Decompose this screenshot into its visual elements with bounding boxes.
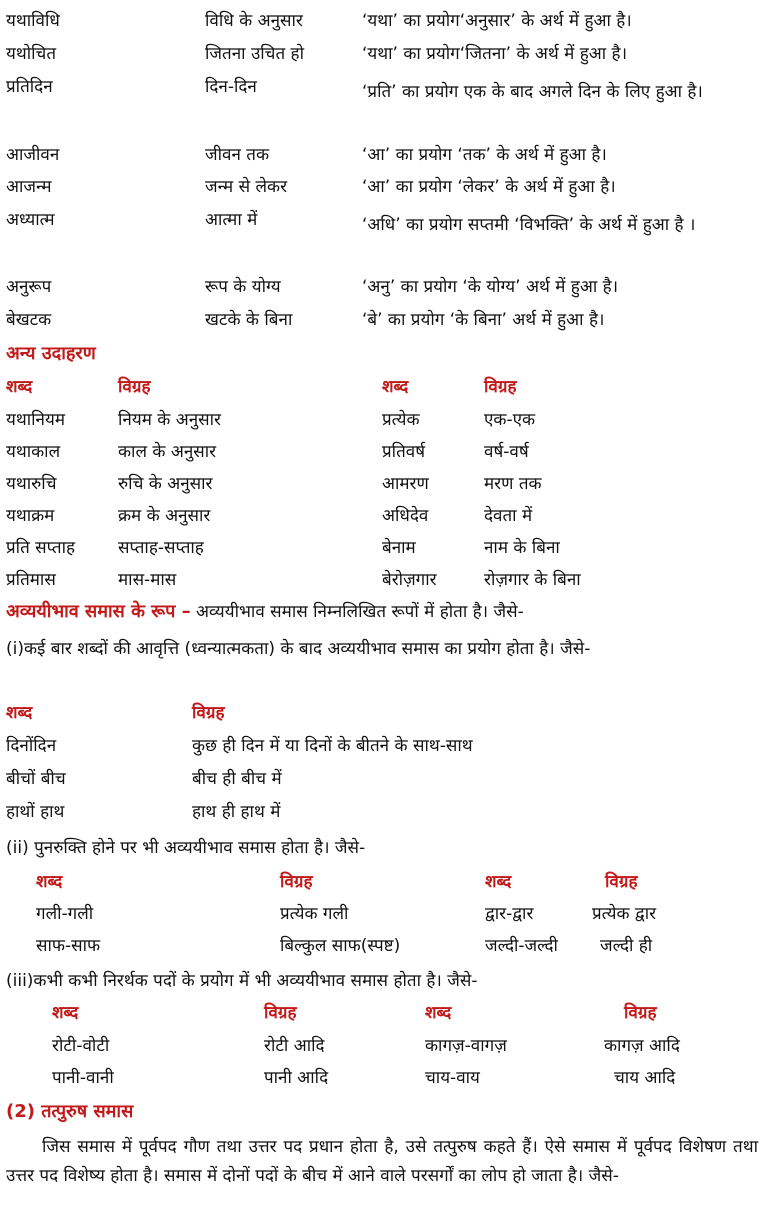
table-cell: वर्ष-वर्ष: [484, 442, 529, 462]
column-header-vigrah: विग्रह: [280, 872, 313, 892]
example-word: बेखटक: [6, 310, 52, 330]
table-cell: हाथ ही हाथ में: [192, 802, 281, 822]
column-header-vigrah: विग्रह: [118, 377, 151, 397]
table-cell: काल के अनुसार: [118, 442, 217, 462]
column-header-word: शब्द: [36, 872, 63, 892]
tatpurush-paragraph: जिस समास में पूर्वपद गौण तथा उत्तर पद प्रधान होता है, उसे तत्पुरुष कहते हैं। ऐसे समास में पूर्वपद विशेषण तथा उत्तर पद विशेष्य होता है। समास में दोनों पदों के बीच में आने वाले परसर्गों का लोप हो जाता है। जैसे-: [6, 1137, 758, 1186]
example-note: ‘यथा’ का प्रयोग‘जितना’ के अर्थ में हुआ है।: [362, 44, 628, 64]
table-cell: दिनोंदिन: [6, 736, 57, 756]
table-cell: प्रति सप्ताह: [6, 538, 76, 558]
table-cell: जल्दी-जल्दी: [485, 936, 558, 956]
table-cell: नाम के बिना: [484, 538, 560, 558]
table-cell: प्रत्येक गली: [280, 904, 349, 924]
section-title-forms: अव्ययीभाव समास के रूप –: [6, 601, 191, 622]
table-cell: चाय-वाय: [425, 1068, 480, 1088]
column-header-vigrah: विग्रह: [605, 872, 638, 892]
forms-heading-line: [6, 601, 524, 623]
example-vigrah: खटके के बिना: [205, 310, 293, 330]
example-word: आजीवन: [6, 145, 60, 165]
example-vigrah: दिन-दिन: [205, 77, 257, 97]
example-vigrah: जन्म से लेकर: [205, 177, 288, 197]
table-cell: नियम के अनुसार: [118, 410, 221, 430]
forms-point-2: (ii) पुनरुक्ति होने पर भी अव्ययीभाव समास होता है। जैसे-: [6, 838, 366, 858]
forms-intro: अव्ययीभाव समास निम्नलिखित रूपों में होता है। जैसे-: [196, 602, 524, 622]
example-note: ‘अधि’ का प्रयोग सप्तमी ‘विभक्ति’ के अर्थ में हुआ है ।: [362, 215, 696, 235]
column-header-word: शब्द: [6, 377, 33, 397]
table-cell: आमरण: [382, 474, 429, 494]
example-word: यथोचित: [6, 44, 57, 64]
table-cell: पानी-वानी: [52, 1068, 114, 1088]
column-header-vigrah: विग्रह: [624, 1003, 657, 1023]
example-word: अध्यात्म: [6, 210, 55, 230]
column-header-word: शब्द: [485, 872, 512, 892]
table-cell: बीचों बीच: [6, 769, 66, 789]
column-header-word: शब्द: [382, 377, 409, 397]
table-cell: साफ-साफ: [36, 936, 101, 956]
table-cell: द्वार-द्वार: [485, 904, 534, 924]
table-cell: सप्ताह-सप्ताह: [118, 538, 204, 558]
table-cell: रोज़गार के बिना: [484, 570, 581, 590]
example-vigrah: रूप के योग्य: [205, 277, 281, 297]
example-vigrah: जीवन तक: [205, 145, 270, 165]
table-cell: कुछ ही दिन में या दिनों के बीतने के साथ-साथ: [192, 736, 473, 756]
table-cell: अधिदेव: [382, 506, 429, 526]
column-header-word: शब्द: [6, 703, 33, 723]
table-cell: बीच ही बीच में: [192, 769, 282, 789]
table-cell: देवता में: [484, 506, 533, 526]
example-vigrah: जितना उचित हो: [205, 44, 304, 64]
example-note: ‘यथा’ का प्रयोग‘अनुसार’ के अर्थ में हुआ है।: [362, 11, 632, 31]
table-cell: रुचि के अनुसार: [118, 474, 213, 494]
table-cell: जल्दी ही: [600, 936, 653, 956]
table-cell: मास-मास: [118, 570, 177, 590]
example-note: ‘बे’ का प्रयोग ‘के बिना’ अर्थ में हुआ है।: [362, 310, 605, 330]
table-cell: एक-एक: [484, 410, 536, 430]
example-vigrah: विधि के अनुसार: [205, 11, 303, 31]
table-cell: चाय आदि: [614, 1068, 676, 1088]
example-note: ‘अनु’ का प्रयोग ‘के योग्य’ अर्थ में हुआ है।: [362, 277, 619, 297]
example-word: अनुरूप: [6, 277, 52, 297]
table-cell: कागज़-वागज़: [425, 1036, 507, 1056]
column-header-word: शब्द: [52, 1003, 79, 1023]
table-cell: गली-गली: [36, 904, 94, 924]
table-cell: प्रत्येक द्वार: [592, 904, 657, 924]
table-cell: कागज़ आदि: [604, 1036, 680, 1056]
table-cell: हाथों हाथ: [6, 802, 65, 822]
table-cell: प्रत्येक: [382, 410, 420, 430]
table-cell: क्रम के अनुसार: [118, 506, 211, 526]
table-cell: बिल्कुल साफ(स्पष्ट): [280, 936, 401, 956]
table-cell: यथाक्रम: [6, 506, 55, 526]
table-cell: रोटी-वोटी: [52, 1036, 110, 1056]
table-cell: पानी आदि: [264, 1068, 329, 1088]
table-cell: मरण तक: [484, 474, 542, 494]
example-vigrah: आत्मा में: [205, 210, 258, 230]
column-header-vigrah: विग्रह: [264, 1003, 297, 1023]
table-cell: बेरोज़गार: [382, 570, 437, 590]
table-cell: रोटी आदि: [264, 1036, 325, 1056]
column-header-word: शब्द: [425, 1003, 452, 1023]
example-word: आजन्म: [6, 177, 52, 197]
table-cell: प्रतिमास: [6, 570, 56, 590]
column-header-vigrah: विग्रह: [484, 377, 517, 397]
table-cell: यथानियम: [6, 410, 65, 430]
forms-point-1: (i)कई बार शब्दों की आवृत्ति (ध्वन्यात्मकता) के बाद अव्ययीभाव समास का प्रयोग होता है। जैसे-: [6, 639, 591, 659]
column-header-vigrah: विग्रह: [192, 703, 225, 723]
example-note: ‘आ’ का प्रयोग ‘लेकर’ के अर्थ में हुआ है।: [362, 177, 616, 197]
example-word: यथाविधि: [6, 11, 60, 31]
section-title-tatpurush: (2) तत्पुरुष समास: [6, 1101, 134, 1122]
example-word: प्रतिदिन: [6, 77, 53, 97]
table-cell: बेनाम: [382, 538, 416, 558]
example-note: ‘प्रति’ का प्रयोग एक के बाद अगले दिन के लिए हुआ है।: [362, 82, 703, 102]
example-note: ‘आ’ का प्रयोग ‘तक’ के अर्थ में हुआ है।: [362, 145, 607, 165]
table-cell: प्रतिवर्ष: [382, 442, 426, 462]
forms-point-3: (iii)कभी कभी निरर्थक पदों के प्रयोग में भी अव्ययीभाव समास होता है। जैसे-: [6, 971, 478, 991]
table-cell: यथाकाल: [6, 442, 61, 462]
table-cell: यथारुचि: [6, 474, 57, 494]
section-title-other-examples: अन्य उदाहरण: [6, 343, 96, 364]
